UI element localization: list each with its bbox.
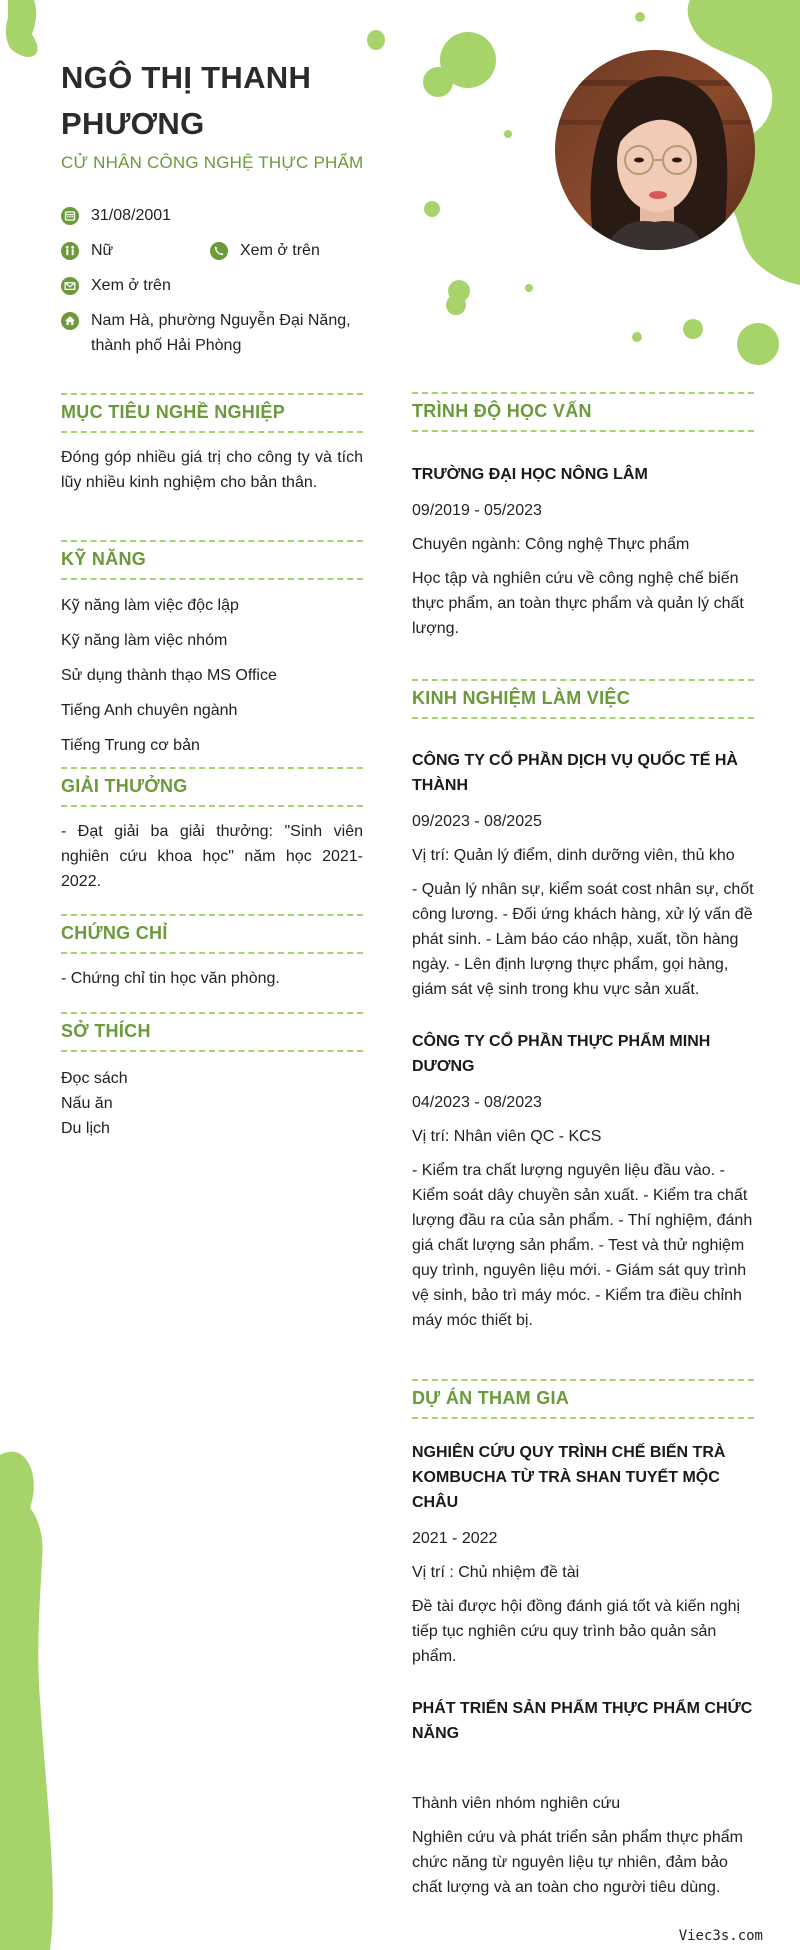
project-role: Vị trí : Chủ nhiệm đề tài [412, 1564, 580, 1581]
education-major: Chuyên ngành: Công nghệ Thực phẩm [412, 536, 690, 553]
hobbies-heading-bar [61, 1012, 363, 1052]
footer-watermark: Viec3s.com [678, 1928, 763, 1944]
profile-photo [555, 50, 755, 250]
objective-heading-bar [61, 393, 363, 433]
project-entry [412, 1440, 754, 1669]
objective-text: Đóng góp nhiều giá trị cho công ty và tích lũy nhiều kinh nghiệm cho bản thân. [61, 449, 363, 491]
education-heading: TRÌNH ĐỘ HỌC VẤN [412, 401, 592, 421]
phone-icon [210, 242, 228, 260]
awards-text: - Đạt giải ba giải thưởng: "Sinh viên nghiên cứu khoa học" năm học 2021-2022. [61, 823, 363, 890]
hobby-item: Nấu ăn [61, 1095, 113, 1112]
job-company: CÔNG TY CỔ PHẦN THỰC PHẨM MINH DƯƠNG [412, 1033, 711, 1075]
skills-heading: KỸ NĂNG [61, 549, 147, 569]
birthday-row [61, 203, 171, 228]
hobbies-section [61, 1012, 363, 1141]
hobby-item: Du lịch [61, 1120, 110, 1137]
email-row [61, 273, 171, 298]
skill-item: Kỹ năng làm việc độc lập [61, 597, 239, 614]
hobbies-heading: SỞ THÍCH [61, 1021, 151, 1041]
skill-item: Kỹ năng làm việc nhóm [61, 632, 228, 649]
objective-section [61, 393, 363, 495]
projects-heading-bar [412, 1379, 754, 1419]
calendar-icon [61, 207, 79, 225]
job-position: Vị trí: Nhân viên QC - KCS [412, 1128, 602, 1145]
phone-text: Xem ở trên [240, 242, 320, 259]
project-description: Đề tài được hội đồng đánh giá tốt và kiến nghị tiếp tục nghiên cứu quy trình bảo quản sản phẩm. [412, 1598, 741, 1665]
envelope-icon [61, 277, 79, 295]
experience-heading: KINH NGHIỆM LÀM VIỆC [412, 688, 631, 708]
projects-section [412, 1379, 754, 1900]
job-position: Vị trí: Quản lý điểm, dinh dưỡng viên, thủ kho [412, 847, 735, 864]
job-period: 09/2023 - 08/2025 [412, 813, 542, 830]
job-description: - Quản lý nhân sự, kiểm soát cost nhân sự, chốt công lương. - Đối ứng khách hàng, xử lý vấn đề phát sinh. - Làm báo cáo nhập, xuất, tồn hàng ngày. - Lên định lượng thực phẩm, gọi hàng, giám sát vệ sinh trong khu vực sản xuất. [412, 881, 754, 998]
phone-row [210, 238, 320, 263]
project-name: NGHIÊN CỨU QUY TRÌNH CHẾ BIẾN TRÀ KOMBUCHA TỪ TRÀ SHAN TUYẾT MỘC CHÂU [412, 1444, 726, 1511]
job-period: 04/2023 - 08/2023 [412, 1094, 542, 1111]
certificates-heading: CHỨNG CHỈ [61, 923, 168, 943]
skills-heading-bar [61, 540, 363, 580]
skill-item: Sử dụng thành thạo MS Office [61, 667, 277, 684]
hobbies-list [61, 1066, 363, 1141]
experience-heading-bar [412, 679, 754, 719]
job-description: - Kiểm tra chất lượng nguyên liệu đầu vào. - Kiểm soát dây chuyền sản xuất. - Kiểm tra chất lượng đầu ra của sản phẩm. - Thí nghiệm, đánh giá chất lượng sản phẩm. - Test và thử nghiệm quy trình, nguyên liệu mới. - Giám sát quy trình vệ sinh, bảo trì máy móc. - Kiểm tra điều chỉnh máy móc thiết bị. [412, 1162, 753, 1329]
project-name: PHÁT TRIỂN SẢN PHẨM THỰC PHẨM CHỨC NĂNG [412, 1700, 753, 1742]
education-heading-bar [412, 392, 754, 432]
gender-text: Nữ [91, 242, 114, 259]
project-description: Nghiên cứu và phát triển sản phẩm thực phẩm chức năng từ nguyên liệu tự nhiên, đảm bảo chất lượng và an toàn cho người tiêu dùng. [412, 1829, 743, 1896]
email-text: Xem ở trên [91, 277, 171, 294]
project-entry [412, 1696, 754, 1900]
projects-heading: DỰ ÁN THAM GIA [412, 1388, 570, 1408]
skill-item: Tiếng Anh chuyên ngành [61, 702, 238, 719]
education-period: 09/2019 - 05/2023 [412, 502, 542, 519]
experience-section [412, 679, 754, 1333]
objective-heading: MỤC TIÊU NGHỀ NGHIỆP [61, 402, 286, 422]
education-section [412, 392, 754, 641]
skill-item: Tiếng Trung cơ bản [61, 737, 200, 754]
gender-icon [61, 242, 79, 260]
awards-section [61, 767, 363, 894]
certificates-section [61, 914, 363, 991]
job-company: CÔNG TY CỔ PHẦN DỊCH VỤ QUỐC TẾ HÀ THÀNH [412, 752, 738, 794]
education-school: TRƯỜNG ĐẠI HỌC NÔNG LÂM [412, 466, 648, 483]
address-row [61, 308, 381, 358]
education-description: Học tập và nghiên cứu về công nghệ chế biến thực phẩm, an toàn thực phẩm và quản lý chất lượng. [412, 570, 744, 637]
job-entry [412, 748, 754, 1002]
awards-heading: GIẢI THƯỞNG [61, 776, 188, 796]
certificates-text: - Chứng chỉ tin học văn phòng. [61, 970, 280, 987]
skills-section [61, 540, 363, 758]
birthday-text: 31/08/2001 [91, 207, 172, 224]
certificates-heading-bar [61, 914, 363, 954]
hobby-item: Đọc sách [61, 1070, 128, 1087]
gender-row [61, 238, 113, 263]
skills-list [61, 593, 363, 758]
job-title: CỬ NHÂN CÔNG NGHỆ THỰC PHẨM [61, 153, 364, 172]
project-period [412, 1757, 754, 1782]
project-period: 2021 - 2022 [412, 1530, 498, 1547]
job-entry [412, 1029, 754, 1333]
awards-heading-bar [61, 767, 363, 807]
project-role: Thành viên nhóm nghiên cứu [412, 1795, 621, 1812]
home-icon [61, 312, 79, 330]
candidate-name: NGÔ THỊ THANH PHƯƠNG [61, 60, 312, 141]
address-text: Nam Hà, phường Nguyễn Đại Năng, thành phố Hải Phòng [91, 312, 351, 354]
